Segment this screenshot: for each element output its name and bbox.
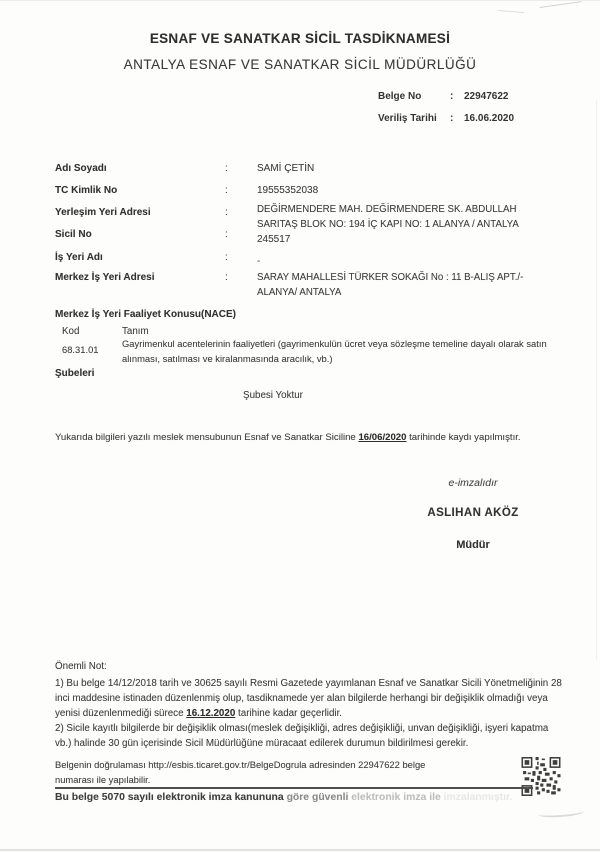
issue-date-label: Veriliş Tarihi <box>378 113 437 124</box>
qr-code-icon <box>518 757 564 796</box>
footer-legal-text <box>55 792 512 803</box>
document-number-value: 22947622 <box>464 91 509 102</box>
document-number-row <box>378 91 509 102</box>
scan-artifact <box>540 1 582 13</box>
nace-code-value: 68.31.01 <box>62 344 99 355</box>
field-label-national-id: TC Kimlik No <box>55 185 118 196</box>
scan-artifact <box>596 100 597 660</box>
colon: : <box>450 91 454 102</box>
document-number-label: Belge No <box>378 91 422 102</box>
separator-line <box>55 787 533 789</box>
scan-artifact <box>538 807 584 818</box>
footer-seg1: Bu belge 5070 sayılı elektronik imza kanununa <box>55 792 284 803</box>
important-note-header: Önemli Not: <box>55 661 107 672</box>
colon: : <box>225 185 228 196</box>
field-value-registry-no: 245517 <box>257 234 291 245</box>
scan-artifact <box>498 10 524 16</box>
colon: : <box>225 163 228 174</box>
important-note-1 <box>55 677 567 721</box>
issue-date-row <box>378 113 514 124</box>
field-label-registry-no: Sicil No <box>55 229 92 240</box>
scan-artifact <box>0 0 600 1</box>
field-label-hq-address: Merkez İş Yeri Adresi <box>55 272 155 283</box>
registration-date: 16/06/2020 <box>358 432 407 443</box>
nace-code-header: Kod <box>62 326 80 337</box>
e-signature-note: e-imzalıdır <box>448 477 498 489</box>
no-branch-text: Şubesi Yoktur <box>243 390 303 401</box>
registration-statement-suffix: tarihinde kaydı yapılmıştır. <box>406 432 521 443</box>
nace-description-header: Tanım <box>122 326 149 337</box>
field-label-residence-address: Yerleşim Yeri Adresi <box>55 207 151 218</box>
registration-statement-prefix: Yukarıda bilgileri yazılı meslek mensubunun Esnaf ve Sanatkar Siciline <box>55 432 359 443</box>
field-value-hq-address: SARAY MAHALLESİ TÜRKER SOKAĞI No : 11 B-ALIŞ APT./- ALANYA/ ANTALYA <box>257 272 524 298</box>
nace-description-value: Gayrimenkul acentelerinin faaliyetleri (gayrimenkulün ücret veya sözleşme temeline dayalı olarak satın alınması, satılması ve kiralanmasında aracılık, vb.) <box>122 338 547 364</box>
important-note-2: 2) Sicile kayıtlı bilgilerde bir değişiklik olması(meslek değişikliği, adres değişikliği, unvan değişikliği, işyeri kapatma vb.) halinde 30 gün içerisinde Sicil Müdürlüğüne müracaat edilerek durumun bildirilmesi gerekir. <box>55 723 549 749</box>
registration-statement <box>55 432 521 443</box>
colon: : <box>225 272 228 283</box>
colon: : <box>225 229 228 240</box>
field-label-business-name: İş Yeri Adı <box>55 252 103 263</box>
scan-artifact <box>0 849 600 851</box>
footer-seg3: elektronik imza ile <box>348 792 441 803</box>
field-value-residence-address: DEĞİRMENDERE MAH. DEĞİRMENDERE SK. ABDULLAH SARITAŞ BLOK NO: 194 İÇ KAPI NO: 1 ALANYA / ANTALYA <box>257 204 519 230</box>
nace-section-title: Merkez İş Yeri Faaliyet Konusu(NACE) <box>55 309 236 320</box>
colon: : <box>225 252 228 263</box>
issue-date-value: 16.06.2020 <box>464 113 515 124</box>
validity-date: 16.12.2020 <box>186 707 236 719</box>
document-title: ESNAF VE SANATKAR SİCİL TASDİKNAMESİ <box>149 31 451 46</box>
note1-suffix: tarihine kadar geçerlidir. <box>235 707 343 719</box>
verification-text: Belgenin doğrulaması http://esbis.ticaret.gov.tr/BelgeDogrula adresinden 22947622 belge numarası ile yapılabilir. <box>55 759 426 785</box>
issuing-office-title: ANTALYA ESNAF VE SANATKAR SİCİL MÜDÜRLÜĞÜ <box>123 57 477 72</box>
note1-text: 1) Bu belge 14/12/2018 tarih ve 30625 sayılı Resmi Gazetede yayımlanan Esnaf ve Sanatkar Sicili Yönetmeliğinin 28 inci maddesine istinaden düzenlenmiş olup, tasdiknamede yer alan bilgilerde herhangi bir değişiklik olmadığı veya yenisi düzenlenmediği sürece <box>55 678 562 719</box>
footer-seg4: imzalanmıştır. <box>440 792 513 803</box>
field-value-business-name: - <box>257 256 261 267</box>
field-value-name: SAMİ ÇETİN <box>257 163 315 174</box>
branches-label: Şubeleri <box>55 368 95 379</box>
colon: : <box>450 113 454 124</box>
colon: : <box>225 207 228 218</box>
footer-seg2: göre güvenli <box>283 792 349 803</box>
field-label-name: Adı Soyadı <box>55 163 107 174</box>
field-value-national-id: 19555352038 <box>257 185 319 196</box>
signatory-title: Müdür <box>456 539 490 551</box>
signatory-name: ASLIHAN AKÖZ <box>427 507 519 519</box>
